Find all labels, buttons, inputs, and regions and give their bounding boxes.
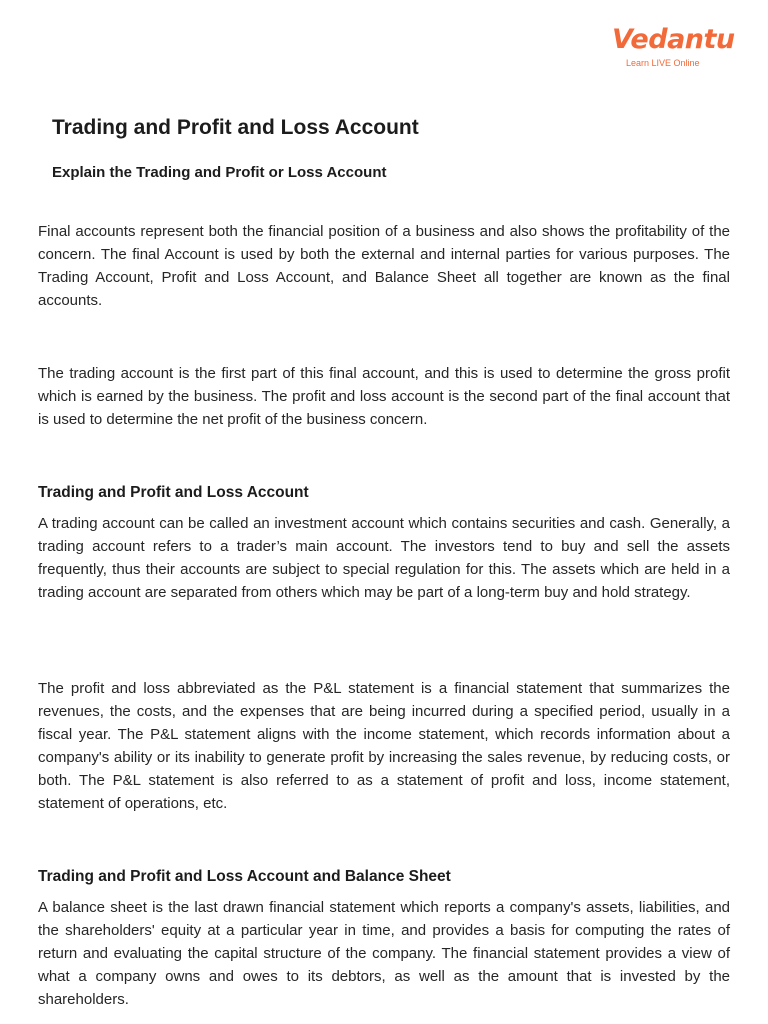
section-heading-trading: Trading and Profit and Loss Account: [38, 484, 309, 501]
trading-paragraph-1: A trading account can be called an investment account which contains securities and cash. Generally, a trading account refers to a trader’s main account. The investors tend to buy and sell the assets frequently, thus their accounts are subject to special regulation for this. The assets which are held in a trading account are separated from others which may be part of a long-term buy and hold strategy.: [38, 515, 730, 601]
logo-tagline: Learn LIVE Online: [626, 58, 700, 68]
page-title: Trading and Profit and Loss Account: [52, 116, 419, 139]
section-heading-balance-sheet: Trading and Profit and Loss Account and Balance Sheet: [38, 868, 451, 885]
vedantu-logo: [600, 22, 735, 74]
page-subtitle: Explain the Trading and Profit or Loss Account: [52, 164, 387, 181]
balance-sheet-paragraph: A balance sheet is the last drawn financial statement which reports a company's assets, liabilities, and the shareholders' equity at a particular year in time, and provides a basis for computing the rates of return and evaluating the capital structure of the company. The financial statement provides a view of what a company owns and owes to its debtors, as well as the amount that is invested by the shareholders.: [38, 899, 730, 1008]
trading-paragraph-2: The profit and loss abbreviated as the P&L statement is a financial statement that summarizes the revenues, the costs, and the expenses that are being incurred during a specified period, usually in a fiscal year. The P&L statement aligns with the income statement, which records information about a company's ability or its inability to generate profit by increasing the sales revenue, by reducing costs, or both. The P&L statement is also referred to as a statement of profit and loss, income statement, statement of operations, etc.: [38, 680, 730, 812]
intro-paragraph-2: The trading account is the first part of this final account, and this is used to determine the gross profit which is earned by the business. The profit and loss account is the second part of the final account that is used to determine the net profit of the business concern.: [38, 365, 730, 428]
intro-paragraph-1: Final accounts represent both the financial position of a business and also shows the profitability of the concern. The final Account is used by both the external and internal parties for various purposes. The Trading Account, Profit and Loss Account, and Balance Sheet all together are known as the final accounts.: [38, 223, 730, 309]
logo-wordmark: Vedantu: [612, 24, 735, 55]
